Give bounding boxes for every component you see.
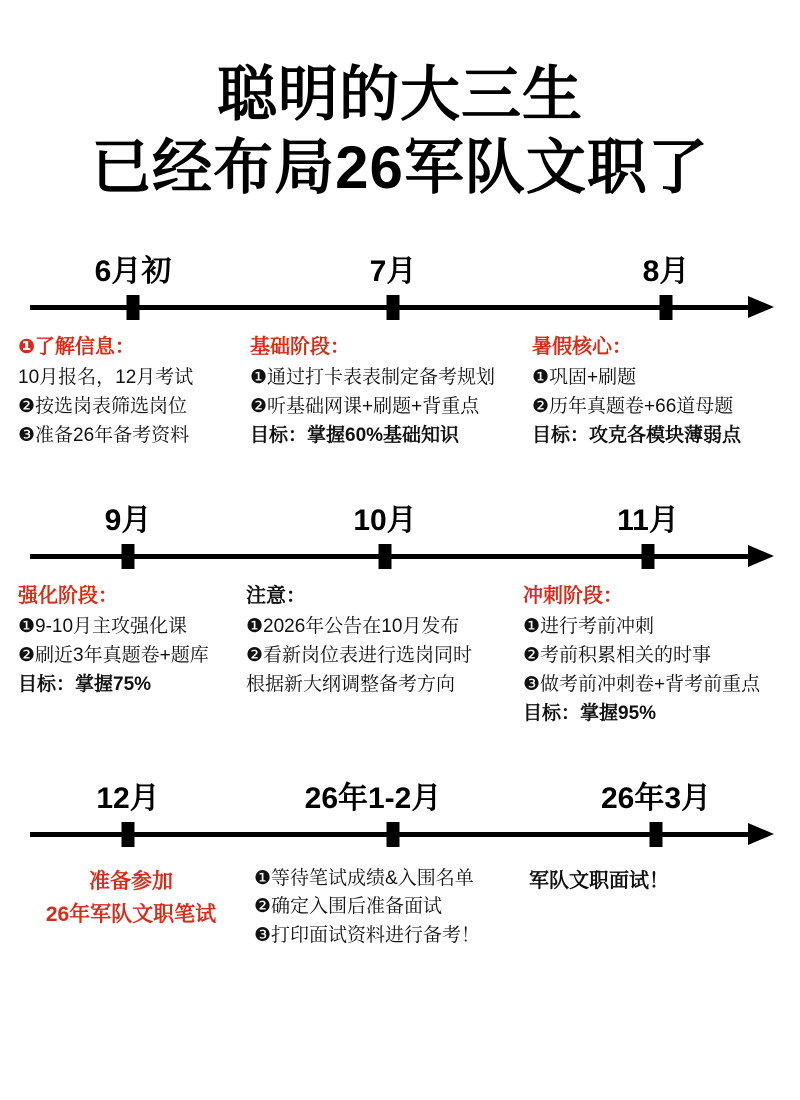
axis-arrow-icon	[748, 545, 774, 567]
title-line-1: 聪明的大三生	[217, 61, 583, 128]
timeline-3-label-2: 26年3月	[600, 781, 712, 815]
col-red-line: 准备参加	[89, 869, 173, 893]
col-goal: 目标：掌握95%	[523, 702, 657, 724]
axis-tick	[642, 544, 655, 569]
timeline-3-col-0	[18, 865, 254, 952]
axis-tick	[387, 822, 400, 847]
axis-tick	[650, 822, 663, 847]
page-title	[18, 0, 782, 204]
timeline-2-labels	[18, 493, 782, 539]
timeline-1-label-1: 7月	[369, 255, 417, 289]
col-item: ❸做考前冲刺卷+背考前重点	[523, 673, 761, 695]
col-item: ❶通过打卡表表制定备考规划	[250, 367, 496, 389]
timeline-3-col-2	[529, 865, 782, 952]
timeline-1-labels	[18, 244, 782, 290]
col-goal: 目标：攻克各模块薄弱点	[532, 425, 742, 447]
col-item: ❸打印面试资料进行备考！	[254, 925, 481, 947]
timeline-3-col-1	[254, 865, 529, 952]
timeline-row-1	[18, 244, 782, 451]
timeline-2-col-0	[18, 581, 246, 729]
col-head: 暑假核心：	[532, 336, 632, 359]
timeline-1-axis	[18, 294, 782, 320]
col-item: ❷历年真题卷+66道母题	[532, 396, 734, 418]
axis-tick	[387, 295, 400, 320]
axis-tick	[379, 544, 392, 569]
axis-tick	[660, 295, 673, 320]
timeline-2-col-1	[246, 581, 523, 729]
col-head: 注意：	[246, 585, 306, 607]
timeline-1-label-0: 6月初	[94, 255, 172, 289]
col-goal: 目标：掌握75%	[18, 673, 152, 695]
col-item: ❶9-10月主攻强化课	[18, 616, 188, 637]
timeline-3-columns	[18, 865, 782, 952]
col-item: ❷按选岗表筛选岗位	[18, 396, 188, 418]
col-plain-bold: 军队文职面试！	[529, 869, 669, 892]
timeline-3-label-0: 12月	[96, 781, 160, 815]
timeline-1-col-0	[18, 332, 250, 451]
col-item: ❶进行考前冲刺	[523, 616, 655, 637]
timeline-1-col-2	[532, 332, 782, 451]
timeline-2-label-1: 10月	[353, 504, 417, 537]
timeline-2-label-2: 11月	[617, 504, 679, 537]
col-item: ❶2026年公告在10月发布	[246, 616, 460, 637]
axis-arrow-icon	[748, 823, 774, 845]
timeline-1-columns	[18, 332, 782, 451]
title-line-2: 已经布局26军队文职了	[91, 134, 709, 202]
col-head: 强化阶段：	[18, 585, 118, 607]
timeline-2-label-0: 9月	[104, 504, 152, 537]
col-goal: 目标：掌握60%基础知识	[250, 425, 460, 447]
col-red-line: 26年军队文职笔试	[45, 903, 217, 927]
col-item: ❷考前积累相关的时事	[523, 644, 712, 666]
axis-tick	[127, 295, 140, 320]
col-item: ❷刷近3年真题卷+题库	[18, 644, 209, 666]
timeline-2-axis	[18, 543, 782, 569]
col-head: 基础阶段：	[250, 336, 350, 359]
timeline-1-label-2: 8月	[642, 255, 690, 289]
timeline-3-labels	[18, 771, 782, 817]
timeline-row-3	[18, 771, 782, 952]
col-item: ❶等待笔试成绩&入围名单	[254, 867, 474, 889]
col-item: ❸准备26年备考资料	[18, 425, 190, 447]
col-head: ❶了解信息：	[18, 336, 135, 359]
col-item: 10月报名，12月考试	[18, 367, 194, 389]
col-item: ❷确定入围后准备面试	[254, 896, 443, 918]
col-item: ❷听基础网课+刷题+背重点	[250, 396, 480, 418]
col-item: 根据新大纲调整备考方向	[246, 673, 456, 695]
timeline-3-axis	[18, 821, 782, 847]
timeline-1-col-1	[250, 332, 532, 451]
timeline-row-2	[18, 493, 782, 729]
axis-tick	[122, 544, 135, 569]
col-item: ❶巩固+刷题	[532, 367, 637, 389]
axis-tick	[122, 822, 135, 847]
col-head: 冲刺阶段：	[523, 585, 623, 607]
col-item: ❷看新岗位表进行选岗同时	[246, 644, 473, 666]
timeline-2-col-2	[523, 581, 782, 729]
timeline-2-columns	[18, 581, 782, 729]
timeline-3-label-1: 26年1-2月	[304, 781, 442, 815]
axis-arrow-icon	[748, 296, 774, 318]
